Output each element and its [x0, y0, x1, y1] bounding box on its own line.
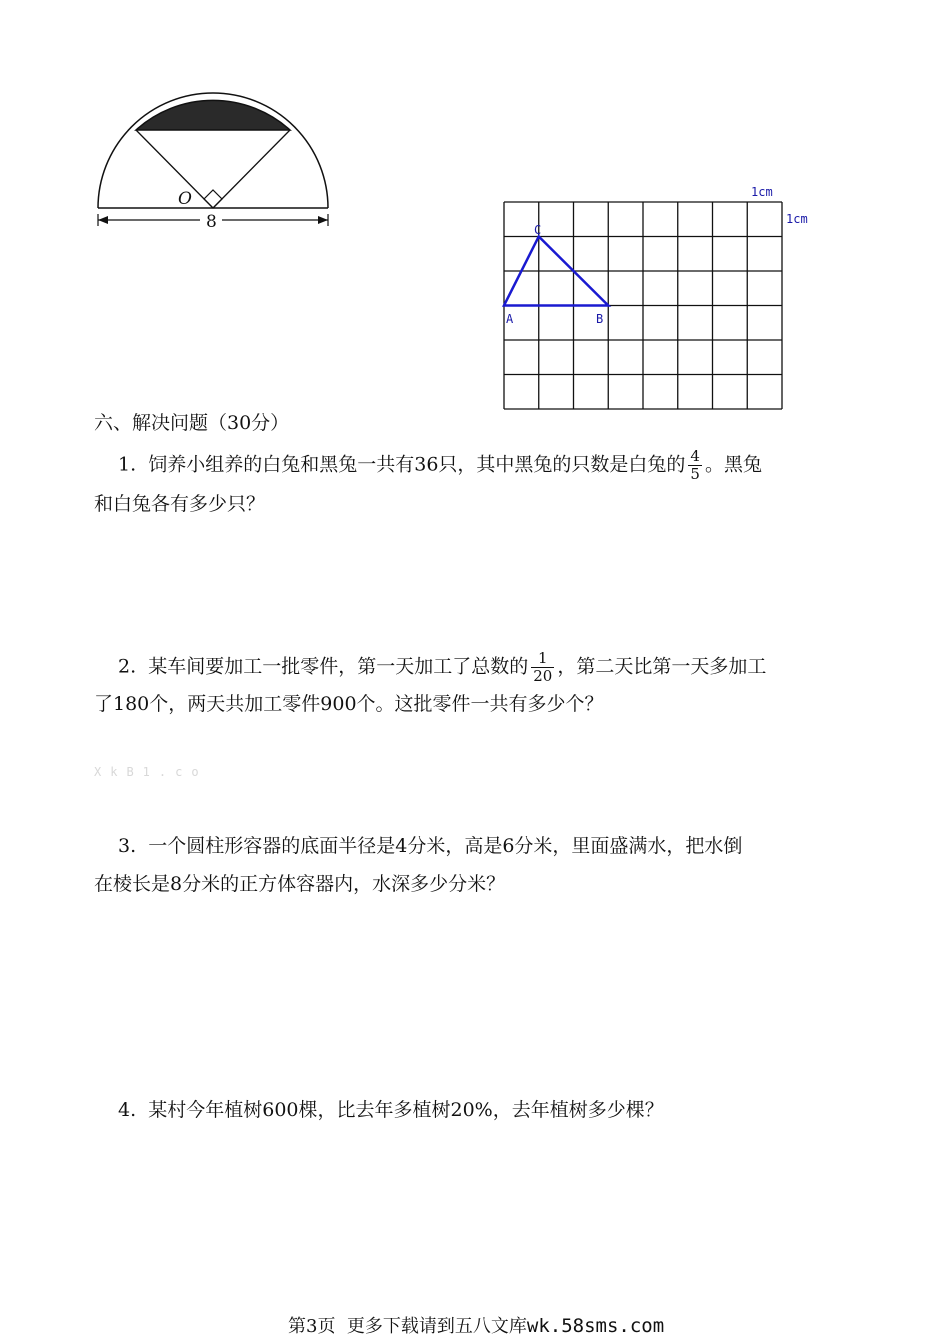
fraction-denominator: 20: [533, 667, 553, 685]
fraction-numerator: 1: [538, 649, 548, 667]
question-4-number: 4.: [118, 1099, 137, 1121]
page-number: 第3页: [288, 1316, 336, 1337]
question-2-line-2: 了180个，两天共加工零件900个。这批零件一共有多少个？: [94, 693, 604, 715]
question-4-line-1: [118, 1096, 664, 1124]
watermark: XkB1.co: [94, 765, 208, 779]
question-1-line-1: [118, 448, 762, 483]
question-1-number: 1.: [118, 453, 137, 476]
page-footer: [288, 1312, 664, 1338]
left-chord: [136, 130, 213, 208]
arrow-left-icon: [98, 216, 108, 224]
question-3-line-2: 在棱长是8分米的正方体容器内，水深多少分米？: [94, 873, 506, 895]
diameter-label: 8: [206, 212, 217, 232]
question-2-text-a: 某车间要加工一批零件，第一天加工了总数的: [148, 655, 529, 678]
center-label: O: [178, 189, 192, 209]
arrow-right-icon: [318, 216, 328, 224]
unit-label-horizontal: 1cm: [751, 185, 773, 199]
fraction-numerator: 4: [690, 447, 700, 465]
question-3-line-1: [118, 832, 742, 860]
vertex-label-b: B: [596, 312, 604, 326]
question-3-text: 一个圆柱形容器的底面半径是4分米，高是6分米，里面盛满水，把水倒: [148, 835, 743, 857]
question-2-line-1: [118, 650, 766, 685]
unit-label-vertical: 1cm: [786, 212, 808, 226]
question-4-text: 某村今年植树600棵，比去年多植树20%，去年植树多少棵？: [148, 1099, 664, 1121]
vertex-label-c: C: [534, 223, 542, 237]
footer-promo: 更多下载请到五八文库: [346, 1316, 527, 1337]
question-1-line-2: 和白兔各有多少只？: [94, 493, 266, 515]
question-3-number: 3.: [118, 835, 137, 857]
section-title: 六、解决问题（30分）: [94, 412, 290, 434]
fraction-1-20: [531, 650, 554, 685]
fraction-4-5: [688, 448, 702, 483]
right-chord: [213, 130, 290, 208]
question-2-number: 2.: [118, 655, 137, 678]
shaded-segment: [136, 100, 290, 130]
grid-figure: [490, 180, 820, 420]
question-2-text-b: ，第二天比第一天多加工: [557, 655, 767, 678]
semicircle-figure: [90, 90, 340, 240]
question-1-text-b: 。黑兔: [704, 453, 762, 476]
fraction-denominator: 5: [690, 465, 700, 483]
footer-site-link[interactable]: wk.58sms.com: [526, 1315, 665, 1337]
question-1-text-a: 饲养小组养的白兔和黑兔一共有36只，其中黑兔的只数是白兔的: [148, 453, 686, 476]
vertex-label-a: A: [506, 312, 514, 326]
right-angle-mark: [204, 190, 222, 208]
